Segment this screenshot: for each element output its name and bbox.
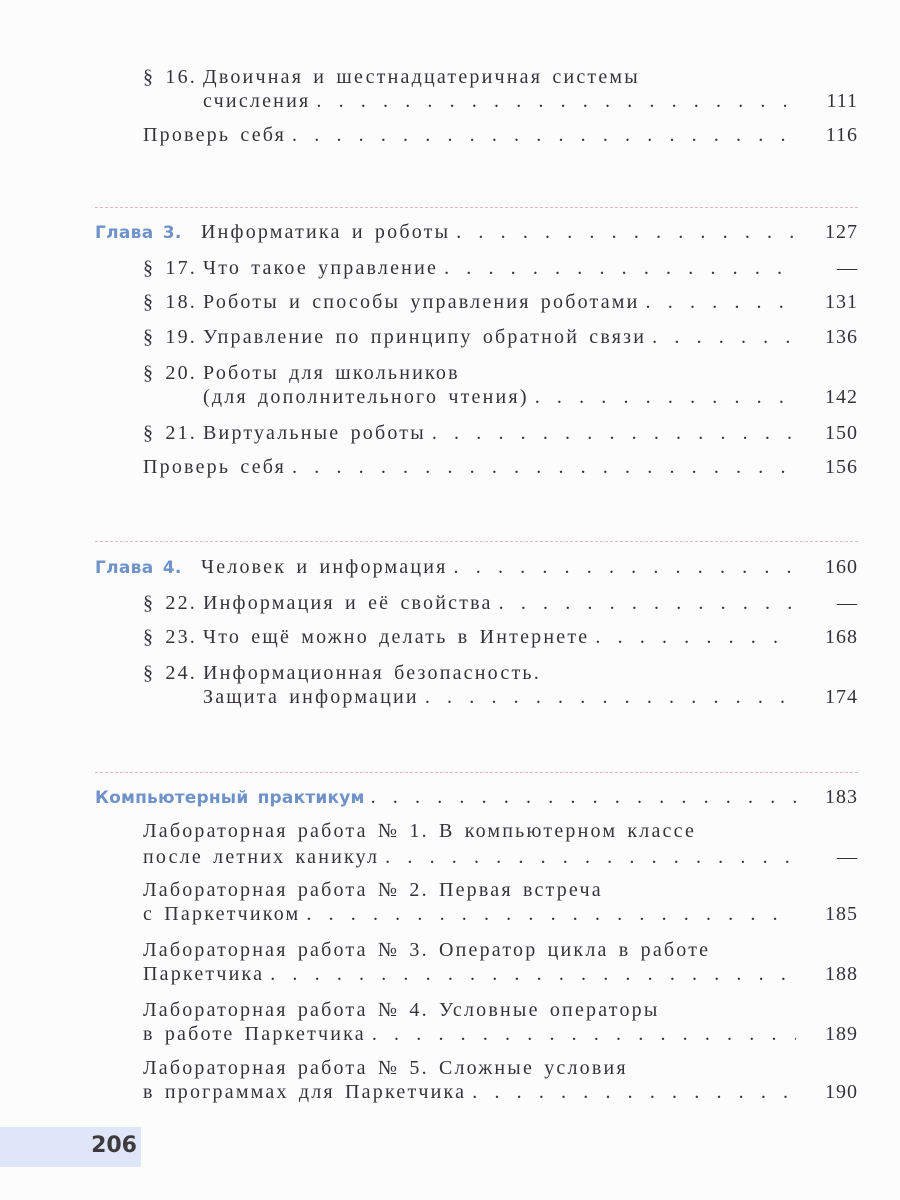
entry-title-line1: Лабораторная работа № 1. В компьютерном классе — [143, 820, 697, 842]
entry-title-line1: Лабораторная работа № 2. Первая встреча — [143, 879, 603, 901]
toc-entry-s17[interactable] — [143, 256, 858, 280]
dot-leader — [472, 1080, 796, 1104]
practicum-title: Компьютерный практикум — [95, 788, 365, 808]
entry-title: Виртуальные роботы — [203, 422, 426, 444]
page-ref: 183 — [825, 786, 858, 808]
entry-title-line2: (для дополнительного чтения) — [203, 386, 529, 408]
dot-leader — [652, 325, 796, 349]
dot-leader — [316, 89, 796, 113]
toc-entry-s18[interactable] — [143, 290, 858, 314]
entry-title: Управление по принципу обратной связи — [203, 326, 647, 348]
toc-lab-2[interactable] — [143, 878, 858, 926]
page-ref: 156 — [825, 456, 858, 478]
toc-entry-check-yourself[interactable] — [143, 123, 858, 147]
section-number: § 17. — [143, 257, 197, 279]
section-number: § 19. — [143, 326, 197, 348]
page-ref: 168 — [825, 626, 858, 648]
dot-leader — [292, 123, 796, 147]
entry-title-line2: Паркетчика — [143, 963, 265, 985]
toc-chapter-4[interactable] — [95, 555, 858, 580]
toc-practicum[interactable] — [95, 785, 858, 810]
section-divider — [95, 772, 858, 773]
toc-lab-1[interactable] — [143, 819, 858, 869]
toc-entry-s22[interactable] — [143, 591, 858, 615]
dot-leader — [444, 256, 796, 280]
toc-lab-4[interactable] — [143, 998, 858, 1046]
toc-entry-s19[interactable] — [143, 325, 858, 349]
toc-entry-s23[interactable] — [143, 625, 858, 649]
toc-lab-5[interactable] — [143, 1056, 858, 1104]
dot-leader — [535, 385, 796, 409]
dot-leader — [372, 1022, 796, 1046]
entry-title: Проверь себя — [143, 456, 287, 478]
section-number: § 21. — [143, 422, 197, 444]
page-ref: — — [837, 846, 858, 868]
page-ref: 185 — [825, 903, 858, 925]
entry-title-line1: Информационная безопасность. — [203, 662, 541, 684]
chapter-label: Глава 4. — [95, 558, 182, 578]
page-ref: 142 — [825, 386, 858, 408]
entry-title: Что такое управление — [203, 257, 439, 279]
page-ref: 131 — [825, 291, 858, 313]
dot-leader — [270, 962, 796, 986]
dot-leader — [595, 625, 796, 649]
dot-leader — [456, 220, 796, 244]
toc-entry-s21[interactable] — [143, 421, 858, 445]
page-ref: 150 — [825, 422, 858, 444]
dot-leader — [425, 685, 796, 709]
dot-leader — [646, 290, 796, 314]
entry-title-line1: Роботы для школьников — [203, 362, 460, 384]
entry-title-line2: с Паркетчиком — [143, 903, 301, 925]
entry-title-line1: Лабораторная работа № 4. Условные операторы — [143, 999, 660, 1021]
page-ref: 189 — [825, 1023, 858, 1045]
entry-title: Проверь себя — [143, 124, 287, 146]
dot-leader — [385, 845, 796, 869]
page-ref: 111 — [826, 90, 858, 112]
section-number: § 24. — [143, 662, 197, 684]
entry-title-line1: Двоичная и шестнадцатеричная системы — [203, 66, 640, 88]
page-ref: — — [837, 257, 858, 279]
section-number: § 20. — [143, 362, 197, 384]
toc-chapter-3[interactable] — [95, 220, 858, 245]
dot-leader — [454, 555, 796, 579]
section-divider — [95, 207, 858, 208]
page-ref: 174 — [825, 686, 858, 708]
section-number: § 23. — [143, 626, 197, 648]
page-ref: 188 — [825, 963, 858, 985]
entry-title-line2: в работе Паркетчика — [143, 1023, 366, 1045]
section-divider — [95, 541, 858, 542]
toc-entry-s24[interactable] — [143, 661, 858, 709]
page-number: 206 — [91, 1133, 137, 1158]
chapter-title: Информатика и роботы — [201, 221, 451, 243]
entry-title-line2: Защита информации — [203, 686, 419, 708]
chapter-label: Глава 3. — [95, 223, 182, 243]
dot-leader — [306, 902, 796, 926]
chapter-title: Человек и информация — [201, 556, 448, 578]
dot-leader — [371, 785, 796, 809]
page-ref: 136 — [825, 326, 858, 348]
dot-leader — [292, 455, 796, 479]
entry-title: Информация и её свойства — [203, 592, 493, 614]
section-number: § 16. — [143, 66, 197, 88]
section-number: § 18. — [143, 291, 197, 313]
entry-title: Что ещё можно делать в Интернете — [203, 626, 590, 648]
entry-title-line1: Лабораторная работа № 5. Сложные условия — [143, 1057, 628, 1079]
toc-entry-s16[interactable] — [143, 65, 858, 113]
toc-lab-3[interactable] — [143, 938, 858, 986]
section-number: § 22. — [143, 592, 197, 614]
page-ref: 160 — [825, 556, 858, 578]
toc-entry-s20[interactable] — [143, 361, 858, 409]
entry-title-line2: в программах для Паркетчика — [143, 1081, 467, 1103]
page-ref: 190 — [825, 1081, 858, 1103]
dot-leader — [499, 591, 796, 615]
dot-leader — [432, 421, 796, 445]
entry-title-line2: после летних каникул — [143, 846, 380, 868]
page-ref: 116 — [825, 124, 858, 146]
toc-entry-check-yourself[interactable] — [143, 455, 858, 479]
page-ref: 127 — [825, 221, 858, 243]
page-number-box — [0, 1127, 141, 1167]
entry-title: Роботы и способы управления роботами — [203, 291, 640, 313]
page-ref: — — [837, 592, 858, 614]
entry-title-line1: Лабораторная работа № 3. Оператор цикла в работе — [143, 939, 711, 961]
entry-title-line2: счисления — [203, 90, 311, 112]
